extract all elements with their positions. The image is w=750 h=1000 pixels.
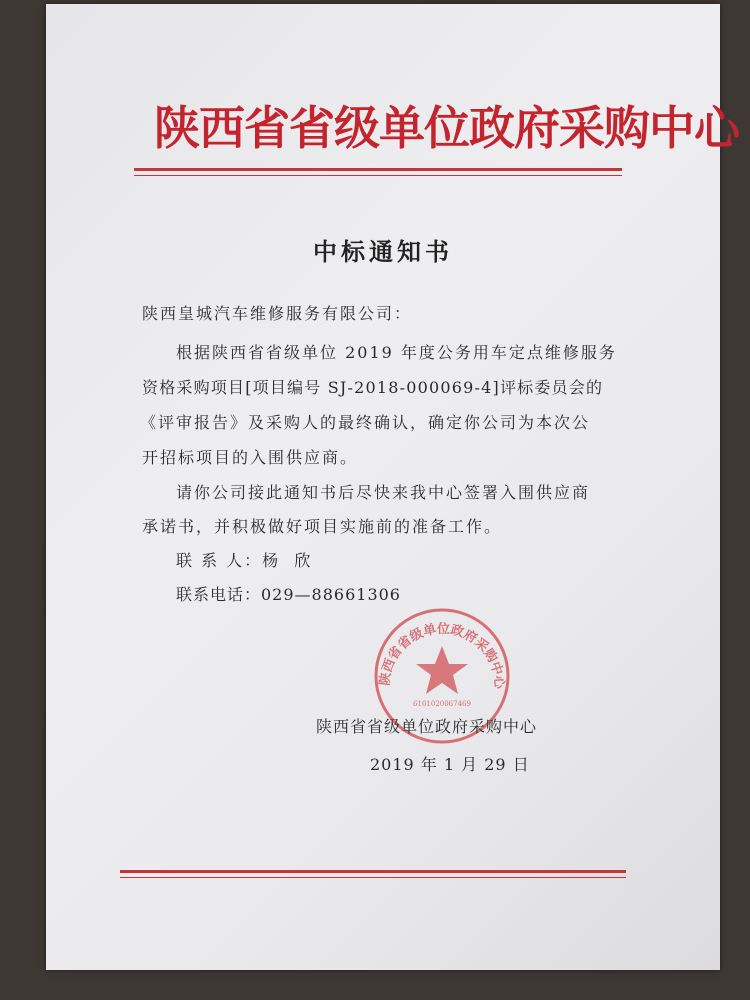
signature-organization: 陕西省省级单位政府采购中心 bbox=[316, 717, 538, 736]
paragraph1-line: 根据陕西省省级单位 2019 年度公务用车定点维修服务 bbox=[176, 343, 617, 362]
paragraph1-line: 《评审报告》及采购人的最终确认，确定你公司为本次公 bbox=[140, 413, 591, 432]
notice-title: 中标通知书 bbox=[313, 237, 453, 266]
paragraph1-line: 资格采购项目[项目编号 SJ-2018-000069-4]评标委员会的 bbox=[142, 378, 604, 397]
paragraph2-line: 承诺书，并积极做好项目实施前的准备工作。 bbox=[142, 517, 503, 536]
seal-text: 陕西省省级单位政府采购中心 bbox=[377, 621, 507, 690]
recipient: 陕西皇城汽车维修服务有限公司： bbox=[142, 304, 413, 323]
seal-number: 6101020067469 bbox=[413, 700, 471, 708]
document-paper bbox=[46, 4, 739, 970]
organization-header: 陕西省省级单位政府采购中心 bbox=[154, 101, 739, 155]
footer-rule-thick bbox=[120, 870, 626, 873]
header-rule-thick bbox=[134, 168, 622, 171]
contact-phone: 联系电话：029—88661306 bbox=[176, 585, 401, 604]
paragraph1-line: 开招标项目的入围供应商。 bbox=[142, 448, 359, 467]
footer-rule-thin bbox=[120, 877, 626, 878]
header-rule-thin bbox=[134, 175, 622, 176]
contact-person: 联 系 人：杨 欣 bbox=[176, 551, 313, 570]
signature-date: 2019 年 1 月 29 日 bbox=[370, 755, 530, 774]
paragraph2-line: 请你公司接此通知书后尽快来我中心签署入围供应商 bbox=[176, 483, 591, 502]
